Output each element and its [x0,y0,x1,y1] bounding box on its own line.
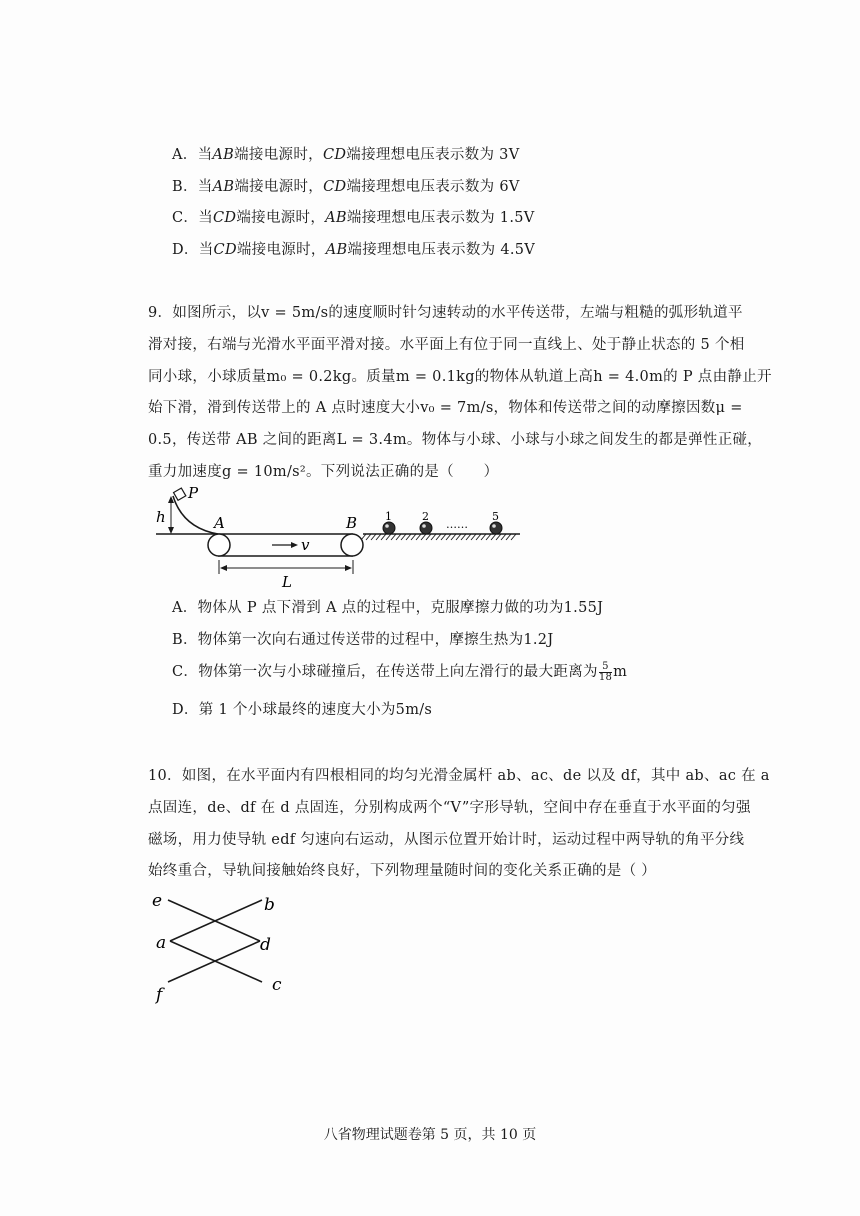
q10-stem-line-3: 磁场，用力使导轨 edf 匀速向右运动，从图示位置开始计时，运动过程中两导轨的角平分线 [148,832,745,848]
label-b: b [264,895,275,915]
q9-stem-line-3: 同小球，小球质量m₀ = 0.2kg。质量m = 0.1kg的物体从轨道上高h = 4.0m的 P 点由静止开 [148,369,772,385]
q8-option-a: A．当AB端接电源时，CD端接理想电压表示数为 3V [172,147,520,163]
label-c: c [272,975,282,995]
rail-ab [170,900,262,941]
q9-option-d: D．第 1 个小球最终的速度大小为5m/s [172,702,433,718]
rail-de [168,900,260,941]
pulley-left [208,534,230,556]
q9-stem-line-4: 始下滑，滑到传送带上的 A 点时速度大小v₀ = 7m/s，物体和传送带之间的动摩擦因数μ = [148,400,743,416]
q10-stem-line-4: 始终重合，导轨间接触始终良好，下列物理量随时间的变化关系正确的是（ ） [148,863,657,879]
q9-stem-line-1: 9．如图所示，以v = 5m/s的速度顺时针匀速转动的水平传送带，左端与粗糙的弧形轨道平 [148,305,743,321]
ball-label-2: 2 [422,510,429,523]
ellipsis: …… [446,518,468,531]
q9-stem-line-5: 0.5，传送带 AB 之间的距离L = 3.4m。物体与小球、小球与小球之间发生的都是弹性正碰， [148,432,763,448]
q9-option-c: C．物体第一次与小球碰撞后，在传送带上向左滑行的最大距离为 $\frac{5}{18}$ m [172,660,628,683]
label-l: L [282,573,292,591]
ball-1 [383,522,395,534]
q8-option-c: C．当CD端接电源时，AB端接理想电压表示数为 1.5V [172,210,535,226]
fraction: $\frac{5}{18}$ [598,660,613,683]
q10-stem-line-1: 10．如图，在水平面内有四根相同的均匀光滑金属杆 ab、ac、de 以及 df，其中 ab、ac 在 a [148,768,770,784]
page-footer: 八省物理试题卷第 5 页，共 10 页 [323,1127,537,1143]
ball-label-1: 1 [385,510,392,523]
label-v: v [301,536,310,554]
pulley-right [341,534,363,556]
label-d: d [260,935,271,955]
ball-label-5: 5 [492,510,499,523]
q9-option-a: A．物体从 P 点下滑到 A 点的过程中，克服摩擦力做的功为1.55J [172,600,604,616]
q10-stem-line-2: 点固连，de、df 在 d 点固连，分别构成两个“V”字形导轨，空间中存在垂直于水平面的匀强 [148,800,751,816]
v-rails-figure [148,888,298,1006]
rail-df [168,941,260,982]
label-b: B [346,514,358,532]
label-h: h [156,508,166,526]
q9-option-b: B．物体第一次向右通过传送带的过程中，摩擦生热为1.2J [172,632,554,648]
label-f: f [156,985,163,1005]
label-a: A [214,514,225,532]
rail-ac [170,941,262,982]
q9-stem-line-6: 重力加速度g = 10m/s²。下列说法正确的是（ ） [148,464,499,480]
label-e: e [152,891,163,911]
ball-2 [420,522,432,534]
block-p [174,488,186,500]
q9-stem-line-2: 滑对接，右端与光滑水平面平滑对接。水平面上有位于同一直线上、处于静止状态的 5 个相 [148,337,745,353]
ball-5 [490,522,502,534]
floor-hatching [361,534,516,540]
conveyor-belt-figure [148,484,528,594]
q8-option-d: D．当CD端接电源时，AB端接理想电压表示数为 4.5V [172,242,536,258]
label-a: a [156,933,167,953]
label-p: P [188,484,199,502]
q8-option-b: B．当AB端接电源时，CD端接理想电压表示数为 6V [172,179,520,195]
